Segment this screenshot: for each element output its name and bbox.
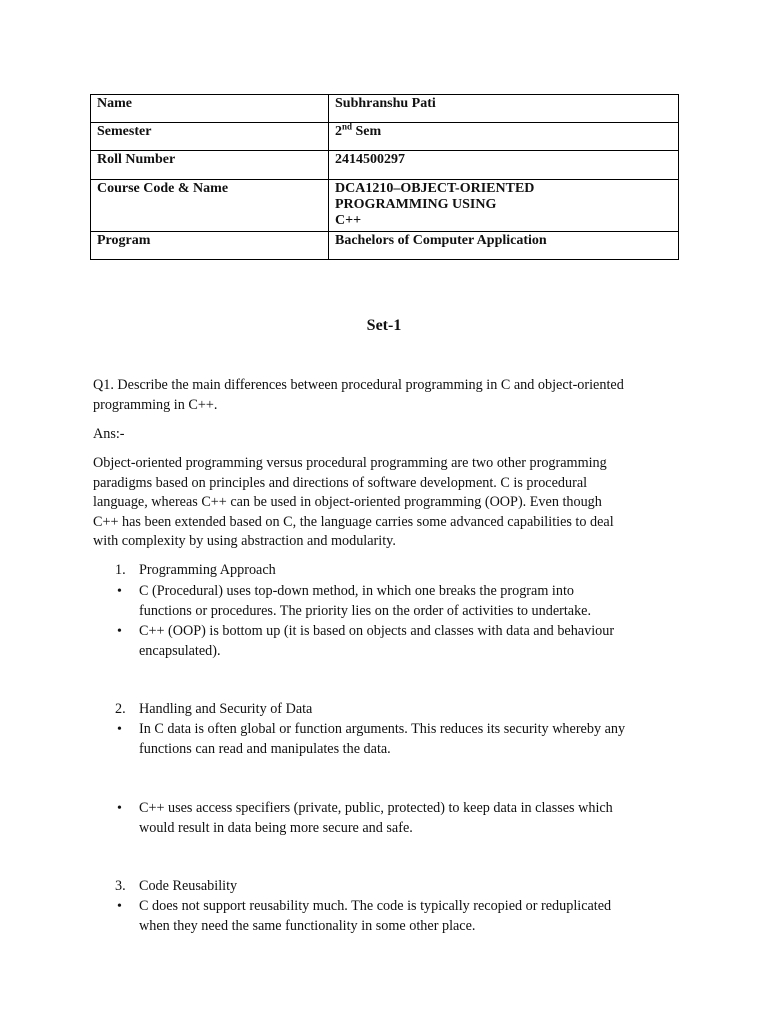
- section-number: 2.: [115, 701, 126, 717]
- semester-number: 2: [335, 124, 342, 139]
- bullet-line: would result in data being more secure and safe.: [139, 819, 413, 836]
- info-row-name: [91, 95, 679, 123]
- info-label: Roll Number: [91, 151, 329, 180]
- info-row-course: [91, 180, 679, 232]
- info-row-program: [91, 232, 679, 260]
- info-value: 2414500297: [329, 151, 679, 180]
- course-line: DCA1210–OBJECT-ORIENTED: [335, 181, 535, 196]
- bullet-line: C does not support reusability much. The code is typically recopied or reduplicated: [139, 898, 612, 914]
- set-heading: Set-1: [366, 317, 402, 334]
- bullet-item: [93, 897, 683, 936]
- bullet-line: In C data is often global or function arguments. This reduces its security whereby any: [139, 721, 626, 737]
- bullet-item: [93, 720, 683, 759]
- bullet-item: [93, 582, 683, 621]
- bullet-line: C++ uses access specifiers (private, public, protected) to keep data in classes which: [139, 800, 613, 816]
- bullet-line: C++ (OOP) is bottom up (it is based on objects and classes with data and behaviour: [139, 623, 615, 639]
- bullet-icon: •: [117, 899, 122, 914]
- bullet-line: C (Procedural) uses top-down method, in which one breaks the program into: [139, 583, 574, 599]
- bullet-icon: •: [117, 801, 122, 816]
- section-number: 1.: [115, 562, 126, 578]
- section-number: 3.: [115, 878, 126, 894]
- info-value: Subhranshu Pati: [329, 95, 679, 123]
- info-label: Program: [91, 232, 329, 260]
- answer-label: Ans:-: [93, 426, 125, 442]
- info-row-roll-number: [91, 151, 679, 180]
- bullet-icon: •: [117, 722, 122, 737]
- semester-suffix: Sem: [352, 124, 382, 139]
- student-info-table: [90, 94, 679, 260]
- info-label: Course Code & Name: [91, 180, 329, 232]
- bullet-icon: •: [117, 584, 122, 599]
- bullet-line: when they need the same functionality in some other place.: [139, 917, 476, 934]
- info-label: Semester: [91, 123, 329, 151]
- course-line: C++: [335, 213, 362, 228]
- bullet-line: functions or procedures. The priority lies on the order of activities to undertake.: [139, 602, 592, 619]
- course-line: PROGRAMMING USING: [335, 197, 497, 212]
- question-line: Q1. Describe the main differences between procedural programming in C and object-oriented: [93, 377, 624, 393]
- intro-line: C++ has been extended based on C, the language carries some advanced capabilities to deal: [93, 513, 614, 530]
- info-value: [329, 180, 679, 232]
- section-title: Handling and Security of Data: [139, 701, 313, 717]
- question-text: [93, 376, 683, 415]
- section-title: Code Reusability: [139, 878, 238, 894]
- info-row-semester: [91, 123, 679, 151]
- bullet-item: [93, 622, 683, 661]
- intro-line: language, whereas C++ can be used in object-oriented programming (OOP). Even though: [93, 494, 602, 510]
- section-title: Programming Approach: [139, 562, 276, 578]
- info-value: [329, 123, 679, 151]
- bullet-icon: •: [117, 624, 122, 639]
- section-heading: [93, 877, 683, 897]
- info-value: Bachelors of Computer Application: [329, 232, 679, 260]
- intro-line: with complexity by using abstraction and modularity.: [93, 533, 396, 549]
- intro-paragraph: [93, 454, 683, 552]
- section-heading: [93, 561, 683, 581]
- bullet-item: [93, 799, 683, 838]
- bullet-line: encapsulated).: [139, 642, 221, 659]
- bullet-line: functions can read and manipulates the data.: [139, 740, 391, 757]
- intro-line: Object-oriented programming versus procedural programming are two other programming: [93, 455, 607, 471]
- semester-ordinal: nd: [342, 121, 353, 132]
- intro-line: paradigms based on principles and directions of software development. C is procedural: [93, 474, 588, 491]
- question-line: programming in C++.: [93, 396, 218, 413]
- info-label: Name: [91, 95, 329, 123]
- section-heading: [93, 700, 683, 720]
